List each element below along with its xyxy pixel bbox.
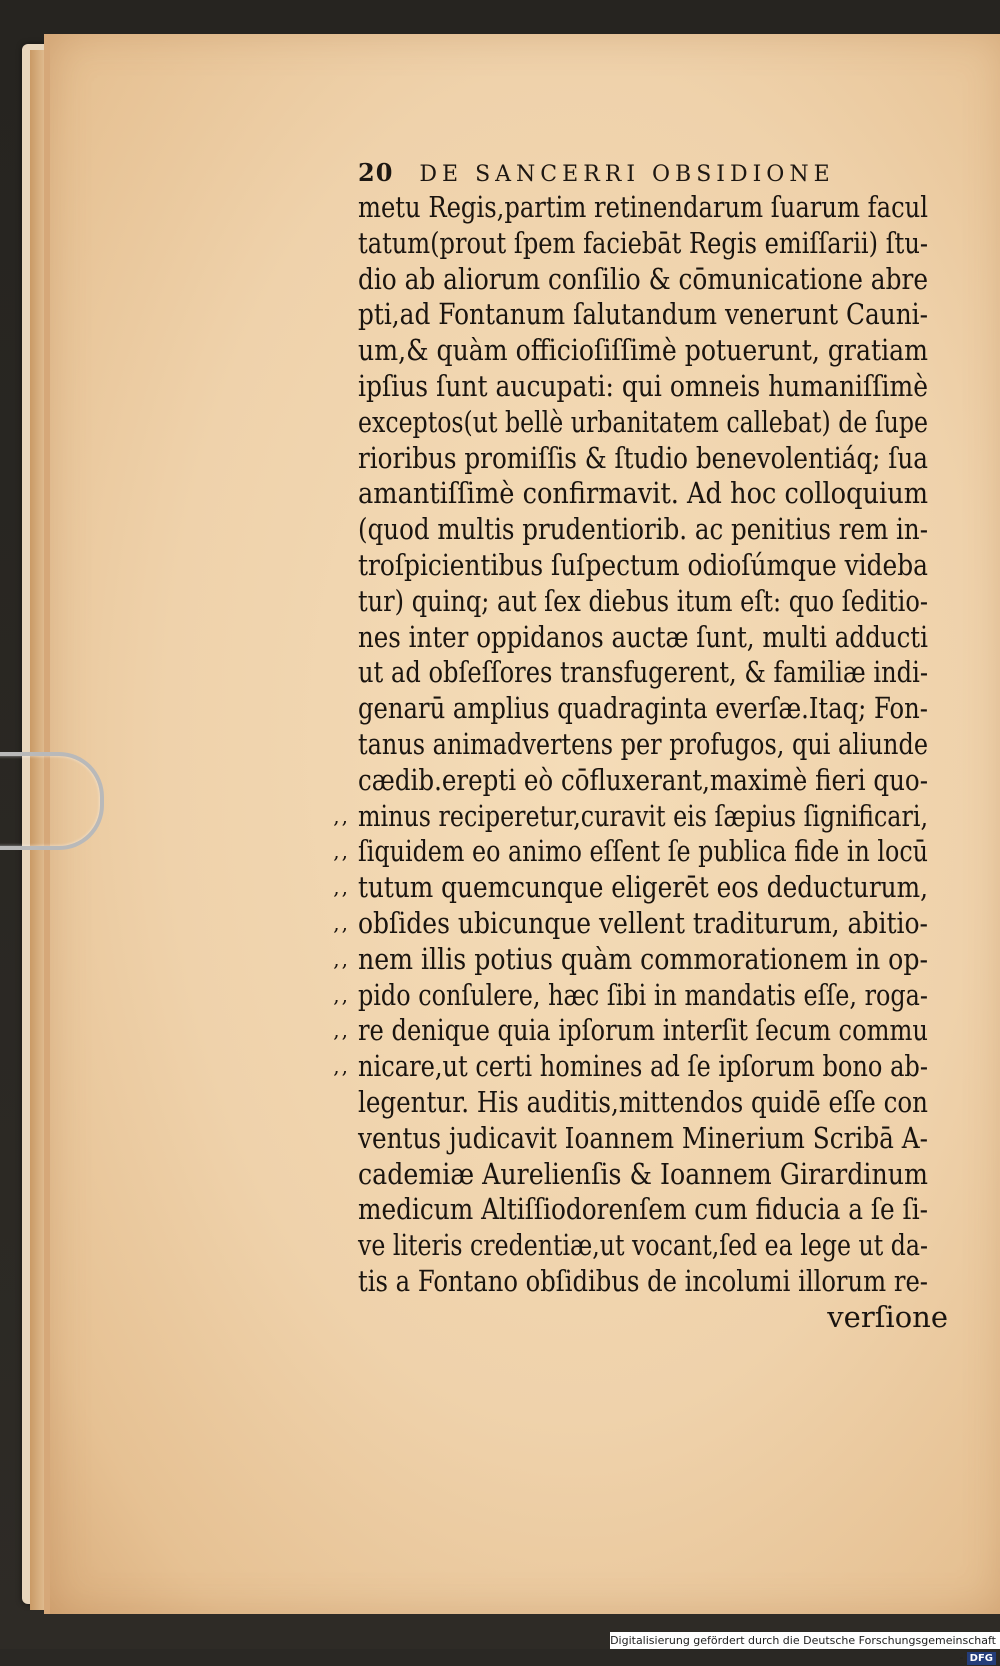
line-text: ſiquidem eo animo eſſent ſe publica fide in locū <box>358 834 928 869</box>
line-text: (quod multis prudentiorib. ac penitius rem in- <box>358 512 928 547</box>
line-text: tis a Fontano obſidibus de incolumi illorum re- <box>358 1263 928 1298</box>
digitization-credit <box>610 1632 1000 1664</box>
text-line <box>358 655 958 691</box>
text-line <box>358 620 958 656</box>
text-line <box>358 476 958 512</box>
text-line <box>358 1228 958 1264</box>
catchword <box>358 1300 948 1336</box>
text-line <box>358 691 958 727</box>
line-text: tutum quemcunque eligerēt eos deducturum, <box>358 870 928 905</box>
text-line <box>358 297 958 333</box>
text-line <box>358 584 958 620</box>
quotation-mark: ,, <box>333 875 350 900</box>
line-text: obſides ubicunque vellent traditurum, abitio- <box>358 905 928 940</box>
text-line <box>358 763 958 799</box>
text-line <box>358 262 958 298</box>
line-text: tur) quinq; aut ſex diebus itum eſt: quo ſeditio- <box>358 583 928 618</box>
line-text: pti,ad Fontanum ſalutandum venerunt Cauni- <box>358 297 928 332</box>
line-text: minus reciperetur,curavit eis ſæpius ſignificari, <box>358 798 928 833</box>
line-text: ve literis credentiæ,ut vocant,ſed ea lege ut da- <box>358 1228 928 1263</box>
text-line <box>358 727 958 763</box>
line-text: cademiæ Aurelienſis & Ioannem Girardinum <box>358 1156 928 1191</box>
credit-text: Digitalisierung gefördert durch die Deutsche Forschungsgemeinschaft - <box>610 1634 996 1664</box>
text-line <box>358 405 958 441</box>
text-line <box>358 1121 958 1157</box>
line-text: nes inter oppidanos auctæ ſunt, multi adducti <box>358 619 928 654</box>
text-line <box>358 1157 958 1193</box>
quotation-mark: ,, <box>333 946 350 971</box>
page-number: 20 <box>358 158 394 187</box>
text-line <box>358 226 958 262</box>
text-line <box>333 977 958 1014</box>
quotation-mark: ,, <box>333 839 350 864</box>
quotation-mark: ,, <box>333 1018 350 1043</box>
line-text: nicare,ut certi homines ad ſe ipſorum bono ab- <box>358 1049 928 1084</box>
line-text: ventus judicavit Ioannem Minerium Scribā A- <box>358 1120 928 1155</box>
text-line <box>358 190 958 226</box>
text-line <box>333 1013 958 1049</box>
line-text: cædib.erepti eò cōfluxerant,maximè fieri quo- <box>358 762 928 797</box>
text-line <box>358 441 958 477</box>
line-text: tanus animadvertens per profugos, qui aliunde <box>358 726 928 761</box>
quotation-mark: ,, <box>333 910 350 935</box>
text-line <box>358 369 958 405</box>
text-line <box>333 834 958 870</box>
line-text: amantiſſimè confirmavit. Ad hoc colloquium <box>358 476 928 511</box>
text-line <box>333 870 958 906</box>
line-text: um,& quàm officioſiſſimè potuerunt, gratiam <box>358 333 928 368</box>
text-line <box>333 798 958 835</box>
line-text: ipſius ſunt aucupati: qui omneis humaniſſimè <box>358 368 928 403</box>
text-line <box>358 1192 958 1228</box>
text-line <box>358 1264 958 1300</box>
dfg-logo: DFG <box>967 1652 996 1665</box>
text-line <box>358 548 958 584</box>
line-text: genarū amplius quadraginta everſæ.Itaq; Fon- <box>358 691 928 726</box>
quotation-mark: ,, <box>333 982 350 1007</box>
line-text: medicum Altiſſiodorenſem cum fiducia a ſe ſi- <box>358 1192 928 1227</box>
text-line <box>358 1085 958 1121</box>
quotation-mark: ,, <box>333 1054 350 1079</box>
line-text: legentur. His auditis,mittendos quidē eſſe con <box>358 1084 928 1119</box>
line-text: metu Regis,partim retinendarum ſuarum facul <box>358 190 928 224</box>
line-text: ut ad obſeſſores transfugerent, & familiæ indi- <box>358 655 928 690</box>
line-text: dio ab aliorum conſilio & cōmunicatione abre <box>358 261 928 296</box>
line-text: rioribus promiſſis & ſtudio benevolentiáq; ſua <box>358 440 928 475</box>
line-text: tatum(prout ſpem faciebāt Regis emiſſarii) ſtu- <box>358 225 928 260</box>
line-text: pido conſulere, hæc ſibi in mandatis eſſe, roga- <box>358 977 928 1012</box>
line-text: exceptos(ut bellè urbanitatem callebat) de ſupe <box>358 404 928 439</box>
text-line <box>333 941 958 978</box>
running-head-title: DE SANCERRI OBSIDIONE <box>419 162 835 187</box>
line-text: troſpicientibus ſuſpectum odioſúmque videba <box>358 547 928 582</box>
text-line <box>333 1049 958 1085</box>
body-text <box>333 190 958 1336</box>
page-clip <box>0 752 104 850</box>
catchword-text: verſione <box>827 1299 948 1334</box>
line-text: nem illis potius quàm commorationem in op- <box>358 941 928 976</box>
text-line <box>358 333 958 369</box>
text-line <box>333 905 958 942</box>
text-line <box>358 512 958 548</box>
line-text: re denique quia ipſorum interſit ſecum commu <box>358 1013 928 1048</box>
quotation-mark: ,, <box>333 803 350 828</box>
